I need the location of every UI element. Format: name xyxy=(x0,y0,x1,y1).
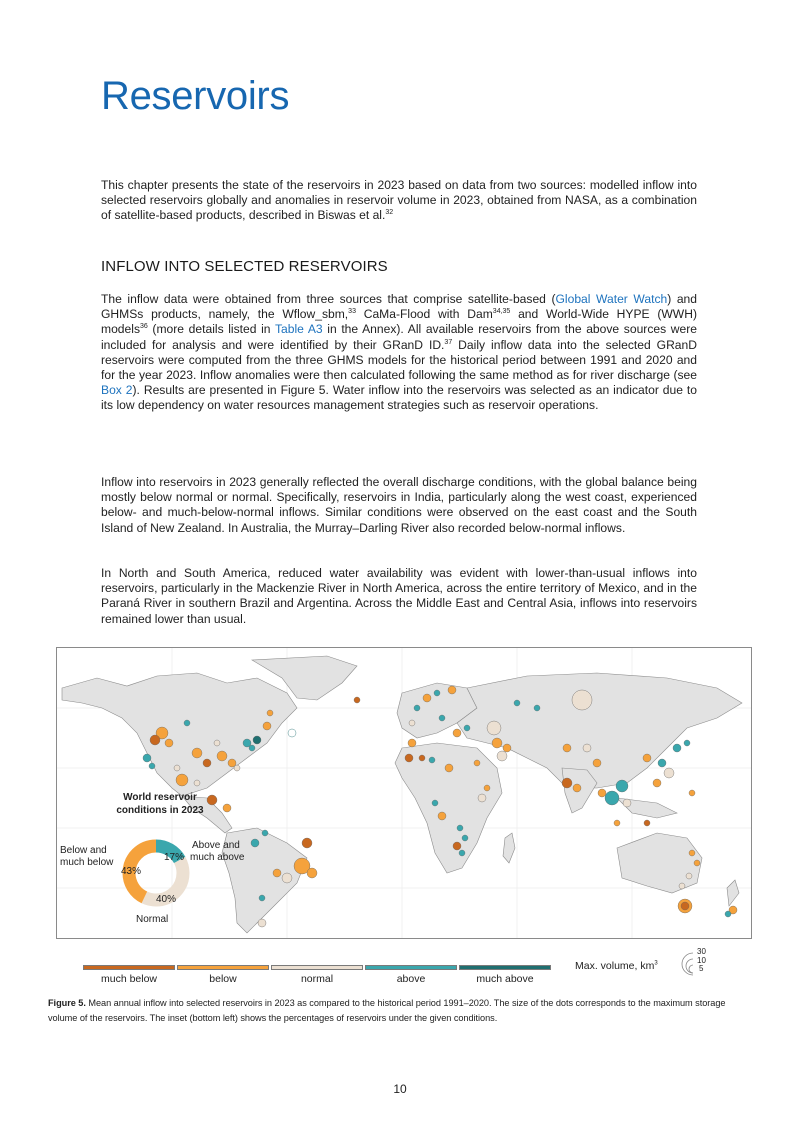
volume-size: 5 xyxy=(699,964,704,973)
caption-text: Mean annual inflow into selected reservoirs in 2023 as compared to the historical period 1991–2020. The size of the dots corresponds to the maximum storage volume of the reservoirs. The inset (bottom left) shows the percentages of reservoirs under the given conditions. xyxy=(48,998,726,1023)
text: ) and GHMSs products, namely, the Wflow_sbm, xyxy=(101,292,698,322)
label-line: much below xyxy=(60,857,114,868)
legend-label: above xyxy=(396,973,426,985)
label-line: much above xyxy=(190,852,245,863)
text: CaMa-Flood with Dam xyxy=(355,307,493,322)
color-legend xyxy=(83,965,551,970)
link-table-a3[interactable]: Table A3 xyxy=(274,322,323,337)
link-box-2[interactable]: Box 2 xyxy=(101,383,133,398)
legend-swatch-much-above xyxy=(459,965,551,970)
caption-label: Figure 5. xyxy=(48,998,86,1008)
paragraph-1 xyxy=(101,292,697,414)
section-heading: INFLOW INTO SELECTED RESERVOIRS xyxy=(101,258,388,275)
legend-label: below xyxy=(209,973,237,985)
footnote-ref[interactable]: 33 xyxy=(348,308,356,316)
footnote-ref[interactable]: 37 xyxy=(444,338,453,346)
paragraph-2: Inflow into reservoirs in 2023 generally reflected the overall discharge conditions, with the global balance being mostly below normal or normal. Specifically, reservoirs in India, particularly along the west coast, experienced below- and much-below-normal inflows. Similar conditions were observed on the east coast and the South Island of New Zealand. In Australia, the Murray–Darling River also recorded below-normal inflows. xyxy=(101,475,697,535)
legend-swatch-above xyxy=(365,965,457,970)
legend-swatch-normal xyxy=(271,965,363,970)
inset-title-line2: conditions in 2023 xyxy=(116,805,204,816)
label-line: Above and xyxy=(192,840,240,851)
legend-swatch-below xyxy=(177,965,269,970)
text: in the Annex). All available reservoirs from the above sources were included for analysis and were identified by their GRanD ID. xyxy=(101,322,697,352)
volume-size: 10 xyxy=(697,955,706,965)
footnote-ref[interactable]: 34,35 xyxy=(492,308,511,316)
text: Daily inflow data into the selected GRanD reservoirs were computed from the three GHMS models for the historical period between 1991 and 2020 and for the year 2023. Inflow anomalies were then calculated following the same method as for river discharge (see xyxy=(101,337,697,383)
volume-unit-sup: 3 xyxy=(654,960,658,967)
text: The inflow data were obtained from three sources that comprise satellite-based ( xyxy=(101,292,556,306)
inset-label-above xyxy=(190,840,244,864)
inset-label-below xyxy=(60,845,113,869)
inset-pct-below: 43% xyxy=(121,866,142,877)
page-title: Reservoirs xyxy=(101,74,290,118)
page-number: 10 xyxy=(393,1082,407,1096)
volume-size-icon xyxy=(677,951,697,977)
legend-label: much below xyxy=(100,973,158,985)
legend-swatch-much-below xyxy=(83,965,175,970)
text: ). Results are presented in Figure 5. Water inflow into the reservoirs was selected as an indicator due to its low dependency on water resources management strategies such as reservoir operations. xyxy=(101,383,697,413)
footnote-ref[interactable]: 32 xyxy=(385,209,394,217)
text: (more details listed in xyxy=(147,322,275,337)
footnote-ref[interactable]: 36 xyxy=(140,323,148,331)
figure-caption xyxy=(48,996,748,1026)
inset-label-normal: Normal xyxy=(136,914,169,925)
inset-pct-above: 17% xyxy=(164,852,185,863)
paragraph-3: In North and South America, reduced water availability was evident with lower-than-usual inflows into reservoirs, particularly in the Mackenzie River in North America, across the entire territory of Mexico, and in the Paraná River in southern Brazil and Argentina. Across the Middle East and Central Asia, inflows into reservoirs remained lower than usual. xyxy=(101,566,697,626)
volume-size: 30 xyxy=(697,947,706,956)
volume-legend-label xyxy=(575,960,658,972)
intro-text: This chapter presents the state of the reservoirs in 2023 based on data from two sources: modelled inflow into selected reservoirs globally and anomalies in reservoir volume in 2023, obtained from NASA, as a combination of satellite-based products, described in Biswas et al. xyxy=(101,178,697,223)
text: and World-Wide HYPE (WWH) models xyxy=(101,307,697,337)
link-global-water-watch[interactable]: Global Water Watch xyxy=(555,292,668,306)
inset-pct-normal: 40% xyxy=(156,894,177,905)
inset-title-line1: World reservoir xyxy=(123,792,197,803)
volume-label-text: Max. volume, km xyxy=(575,960,655,972)
inset-title xyxy=(105,791,215,817)
legend-label: normal xyxy=(300,973,334,985)
label-line: Below and xyxy=(60,845,107,856)
legend-labels xyxy=(83,973,551,985)
volume-size-values xyxy=(697,948,706,974)
intro-paragraph xyxy=(101,178,697,224)
legend-label: much above xyxy=(476,973,534,985)
